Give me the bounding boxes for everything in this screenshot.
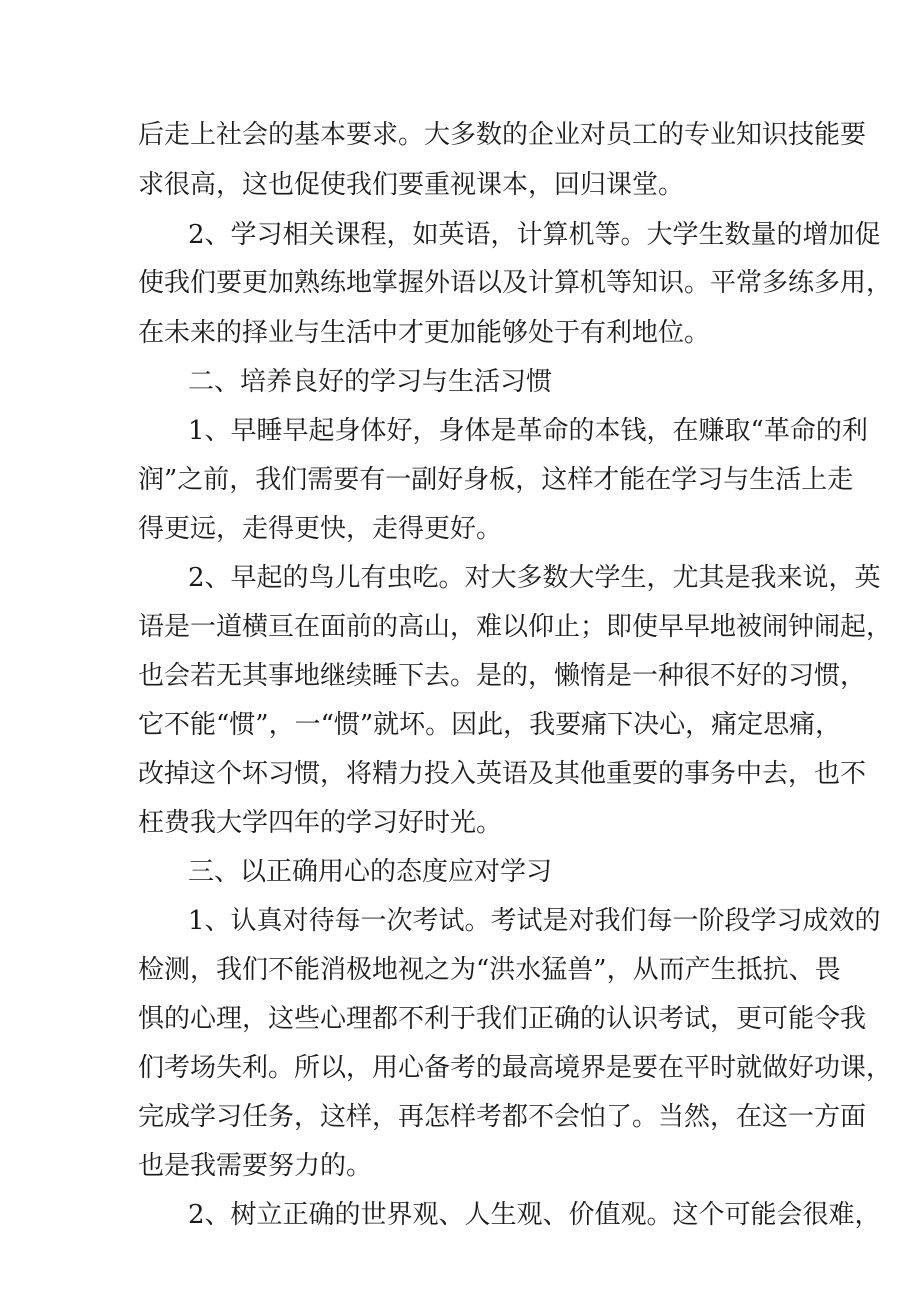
paragraph-line: 检测，我们不能消极地视之为“洪水猛兽”，从而产生抵抗、畏 — [138, 955, 841, 985]
paragraph-line: 得更远，走得更快，走得更好。 — [138, 514, 503, 544]
paragraph-line: 求很高，这也促使我们要重视课本，回归课堂。 — [138, 170, 685, 200]
paragraph-line: 在未来的择业与生活中才更加能够处于有利地位。 — [138, 318, 711, 348]
section-heading: 二、培养良好的学习与生活习惯 — [188, 367, 553, 397]
paragraph-line: 使我们要更加熟练地掌握外语以及计算机等知识。平常多练多用， — [138, 268, 893, 298]
paragraph-line: 1、早睡早起身体好，身体是革命的本钱，在赚取“革命的利 — [188, 416, 868, 446]
paragraph-line: 惧的心理，这些心理都不利于我们正确的认识考试，更可能令我 — [138, 1004, 867, 1034]
paragraph-line: 1、认真对待每一次考试。考试是对我们每一阶段学习成效的 — [188, 906, 881, 936]
paragraph-line: 也是我需要努力的。 — [138, 1151, 373, 1181]
paragraph-line: 2、早起的鸟儿有虫吃。对大多数大学生，尤其是我来说，英 — [188, 563, 881, 593]
paragraph-line: 2、学习相关课程，如英语，计算机等。大学生数量的增加促 — [188, 220, 881, 250]
paragraph-line: 语是一道横亘在面前的高山，难以仰止；即使早早地被闹钟闹起， — [138, 612, 893, 642]
paragraph-line: 后走上社会的基本要求。大多数的企业对员工的专业知识技能要 — [138, 120, 867, 150]
paragraph-line: 枉费我大学四年的学习好时光。 — [138, 808, 503, 838]
paragraph-line: 2、树立正确的世界观、人生观、价值观。这个可能会很难， — [188, 1200, 881, 1230]
paragraph-line: 改掉这个坏习惯，将精力投入英语及其他重要的事务中去，也不 — [138, 759, 867, 789]
paragraph-line: 它不能“惯”，一“惯”就坏。因此，我要痛下决心，痛定思痛， — [138, 710, 842, 740]
paragraph-line: 也会若无其事地继续睡下去。是的，懒惰是一种很不好的习惯， — [138, 661, 867, 691]
paragraph-line: 们考场失利。所以，用心备考的最高境界是要在平时就做好功课， — [138, 1053, 893, 1083]
paragraph-line: 完成学习任务，这样，再怎样考都不会怕了。当然，在这一方面 — [138, 1102, 867, 1132]
section-heading: 三、以正确用心的态度应对学习 — [188, 857, 553, 887]
paragraph-line: 润”之前，我们需要有一副好身板，这样才能在学习与生活上走 — [138, 465, 854, 495]
